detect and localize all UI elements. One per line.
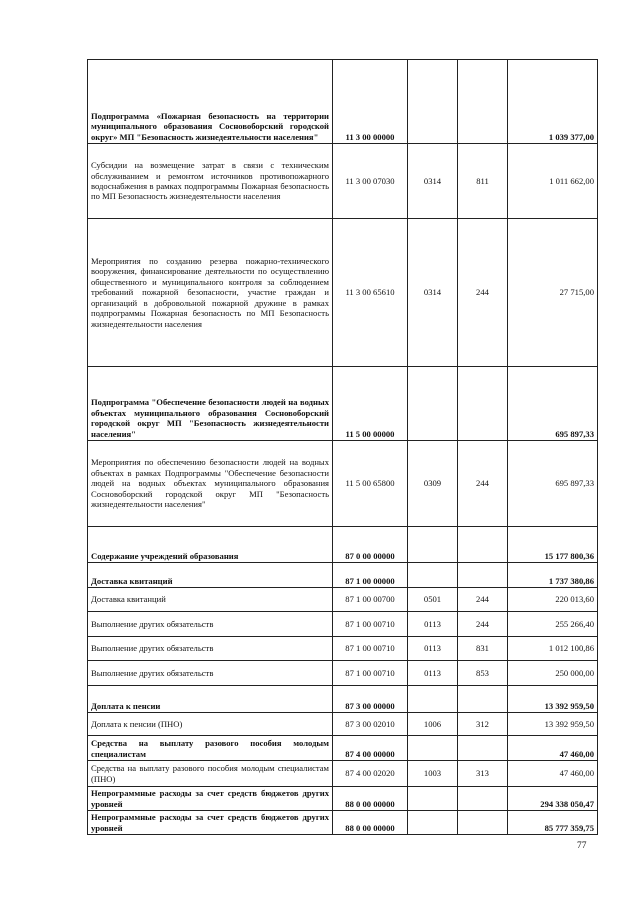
row-expense-type: 244 [458,612,508,637]
row-expense-type: 313 [458,761,508,787]
table-row [88,761,598,787]
row-section [408,527,458,563]
row-name: Средства на выплату разового пособия молодым специалистам [88,736,333,761]
row-section: 0113 [408,637,458,661]
row-expense-type [458,787,508,811]
row-expense-type: 244 [458,441,508,527]
row-section [408,686,458,713]
row-code: 87 1 00 00710 [333,612,408,637]
row-name: Выполнение других обязательств [88,661,333,686]
row-sum: 255 266,40 [508,612,598,637]
row-code: 11 5 00 65800 [333,441,408,527]
row-expense-type: 831 [458,637,508,661]
budget-table-body [88,60,598,835]
row-name: Средства на выплату разового пособия молодым специалистам (ПНО) [88,761,333,787]
table-row [88,637,598,661]
row-name: Мероприятия по обеспечению безопасности людей на водных объектах в рамках Подпрограммы "Обеспечение безопасности людей на водных объектах муниципального образования Сосновоборский городской округ МП "Безопасность жизнедеятельности населения" [88,441,333,527]
table-row [88,661,598,686]
row-sum: 294 338 050,47 [508,787,598,811]
row-name: Подпрограмма "Обеспечение безопасности людей на водных объектах муниципального образования Сосновоборский городской округ МП "Безопасность жизнедеятельности населения" [88,367,333,441]
row-expense-type: 853 [458,661,508,686]
row-expense-type [458,811,508,835]
row-sum: 47 460,00 [508,761,598,787]
row-name: Мероприятия по созданию резерва пожарно-технического вооружения, финансирование деятельности по осуществлению общественного и муниципального контроля за соблюдением требований пожарной безопасности, участие граждан и организаций в добровольной пожарной дружине в рамках подпрограммы Пожарная безопасность по МП Безопасность жизнедеятельности населения [88,219,333,367]
page-number: 77 [577,841,587,851]
row-name: Подпрограмма «Пожарная безопасность на территории муниципального образования Сосновоборский городской округ» МП "Безопасность жизнедеятельности населения" [88,60,333,144]
table-row [88,367,598,441]
row-code: 87 0 00 00000 [333,527,408,563]
row-code: 87 1 00 00710 [333,637,408,661]
row-sum: 13 392 959,50 [508,686,598,713]
row-section: 0314 [408,144,458,219]
table-row [88,787,598,811]
row-sum: 13 392 959,50 [508,713,598,736]
row-section: 0113 [408,612,458,637]
row-code: 11 3 00 00000 [333,60,408,144]
table-row [88,612,598,637]
row-code: 11 5 00 00000 [333,367,408,441]
row-section: 1003 [408,761,458,787]
row-name: Субсидии на возмещение затрат в связи с техническим обслуживанием и ремонтом источников противопожарного водоснабжения в рамках подпрограммы Пожарная безопасность по МП Безопасность жизнедеятельности населения [88,144,333,219]
row-section [408,60,458,144]
table-row [88,811,598,835]
row-sum: 220 013,60 [508,588,598,612]
row-name: Непрограммные расходы за счет средств бюджетов других уровней [88,787,333,811]
row-name: Доплата к пенсии [88,686,333,713]
row-expense-type [458,527,508,563]
row-sum: 1 039 377,00 [508,60,598,144]
row-code: 87 1 00 00000 [333,563,408,588]
row-name: Доплата к пенсии (ПНО) [88,713,333,736]
row-sum: 1 012 100,86 [508,637,598,661]
budget-table [87,59,598,835]
row-sum: 85 777 359,75 [508,811,598,835]
row-code: 11 3 00 65610 [333,219,408,367]
row-section: 0113 [408,661,458,686]
row-sum: 695 897,33 [508,441,598,527]
row-expense-type [458,367,508,441]
row-section: 0309 [408,441,458,527]
row-name: Непрограммные расходы за счет средств бюджетов других уровней [88,811,333,835]
row-section [408,736,458,761]
row-expense-type: 811 [458,144,508,219]
row-sum: 695 897,33 [508,367,598,441]
row-expense-type [458,60,508,144]
row-sum: 250 000,00 [508,661,598,686]
row-name: Доставка квитанций [88,588,333,612]
row-code: 87 4 00 00000 [333,736,408,761]
row-name: Выполнение других обязательств [88,637,333,661]
row-section [408,787,458,811]
table-row [88,563,598,588]
row-section [408,563,458,588]
row-code: 88 0 00 00000 [333,787,408,811]
table-row [88,736,598,761]
row-name: Содержание учреждений образования [88,527,333,563]
row-sum: 47 460,00 [508,736,598,761]
row-name: Выполнение других обязательств [88,612,333,637]
row-section: 0314 [408,219,458,367]
row-code: 87 1 00 00700 [333,588,408,612]
table-row [88,144,598,219]
row-sum: 15 177 800,36 [508,527,598,563]
table-row [88,588,598,612]
row-name: Доставка квитанций [88,563,333,588]
table-row [88,219,598,367]
row-code: 88 0 00 00000 [333,811,408,835]
table-row [88,527,598,563]
row-code: 87 3 00 00000 [333,686,408,713]
row-expense-type [458,686,508,713]
row-section [408,811,458,835]
row-expense-type [458,736,508,761]
table-row [88,441,598,527]
table-row [88,60,598,144]
row-expense-type: 312 [458,713,508,736]
row-code: 87 3 00 02010 [333,713,408,736]
row-section: 1006 [408,713,458,736]
row-sum: 1 737 380,86 [508,563,598,588]
row-section [408,367,458,441]
table-row [88,686,598,713]
row-code: 87 4 00 02020 [333,761,408,787]
row-code: 11 3 00 07030 [333,144,408,219]
row-code: 87 1 00 00710 [333,661,408,686]
row-sum: 1 011 662,00 [508,144,598,219]
table-row [88,713,598,736]
row-section: 0501 [408,588,458,612]
row-sum: 27 715,00 [508,219,598,367]
row-expense-type [458,563,508,588]
row-expense-type: 244 [458,219,508,367]
row-expense-type: 244 [458,588,508,612]
